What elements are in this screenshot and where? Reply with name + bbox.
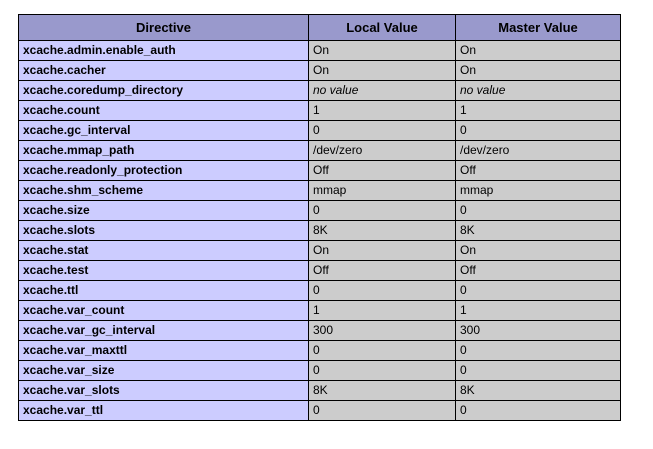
directive-name: xcache.gc_interval [19,121,309,141]
master-value: 1 [456,101,621,121]
directive-name: xcache.ttl [19,281,309,301]
directive-name: xcache.var_count [19,301,309,321]
master-value: On [456,61,621,81]
directive-name: xcache.stat [19,241,309,261]
table-row [19,261,621,281]
master-value: 8K [456,381,621,401]
local-value: mmap [309,181,456,201]
table-body [19,41,621,421]
directive-name: xcache.test [19,261,309,281]
directive-name: xcache.var_maxttl [19,341,309,361]
local-value: 8K [309,221,456,241]
directive-name: xcache.slots [19,221,309,241]
local-value: 0 [309,201,456,221]
directive-name: xcache.var_ttl [19,401,309,421]
table-row [19,381,621,401]
local-value: 0 [309,401,456,421]
local-value: no value [309,81,456,101]
master-value: 1 [456,301,621,321]
xcache-directives-table [18,14,621,421]
master-value: Off [456,261,621,281]
local-value: 0 [309,121,456,141]
local-value: 1 [309,301,456,321]
directive-name: xcache.count [19,101,309,121]
directive-name: xcache.var_slots [19,381,309,401]
table-row [19,341,621,361]
directive-name: xcache.size [19,201,309,221]
table-row [19,81,621,101]
table-row [19,401,621,421]
local-value: Off [309,161,456,181]
local-value: 0 [309,341,456,361]
directive-name: xcache.mmap_path [19,141,309,161]
table-row [19,181,621,201]
directive-name: xcache.var_size [19,361,309,381]
table-row [19,221,621,241]
master-value: 300 [456,321,621,341]
master-value: Off [456,161,621,181]
table-row [19,61,621,81]
master-value: 0 [456,201,621,221]
master-value: 0 [456,341,621,361]
table-row [19,121,621,141]
local-value: On [309,41,456,61]
header-master-value: Master Value [456,15,621,41]
table-row [19,41,621,61]
local-value: 300 [309,321,456,341]
directive-name: xcache.shm_scheme [19,181,309,201]
local-value: Off [309,261,456,281]
local-value: 0 [309,361,456,381]
header-directive: Directive [19,15,309,41]
directive-name: xcache.var_gc_interval [19,321,309,341]
master-value: 0 [456,121,621,141]
master-value: 0 [456,281,621,301]
master-value: /dev/zero [456,141,621,161]
table-row [19,281,621,301]
directive-name: xcache.coredump_directory [19,81,309,101]
directive-name: xcache.readonly_protection [19,161,309,181]
master-value: 0 [456,401,621,421]
master-value: 8K [456,221,621,241]
master-value: 0 [456,361,621,381]
table-row [19,301,621,321]
local-value: 8K [309,381,456,401]
table-row [19,241,621,261]
master-value: On [456,241,621,261]
local-value: On [309,241,456,261]
table-row [19,321,621,341]
table-header-row [19,15,621,41]
table-row [19,361,621,381]
local-value: On [309,61,456,81]
xcache-directives-section [18,14,621,421]
header-local-value: Local Value [309,15,456,41]
local-value: 0 [309,281,456,301]
directive-name: xcache.admin.enable_auth [19,41,309,61]
local-value: /dev/zero [309,141,456,161]
table-row [19,141,621,161]
table-row [19,201,621,221]
table-row [19,161,621,181]
master-value: On [456,41,621,61]
directive-name: xcache.cacher [19,61,309,81]
master-value: mmap [456,181,621,201]
table-row [19,101,621,121]
local-value: 1 [309,101,456,121]
master-value: no value [456,81,621,101]
